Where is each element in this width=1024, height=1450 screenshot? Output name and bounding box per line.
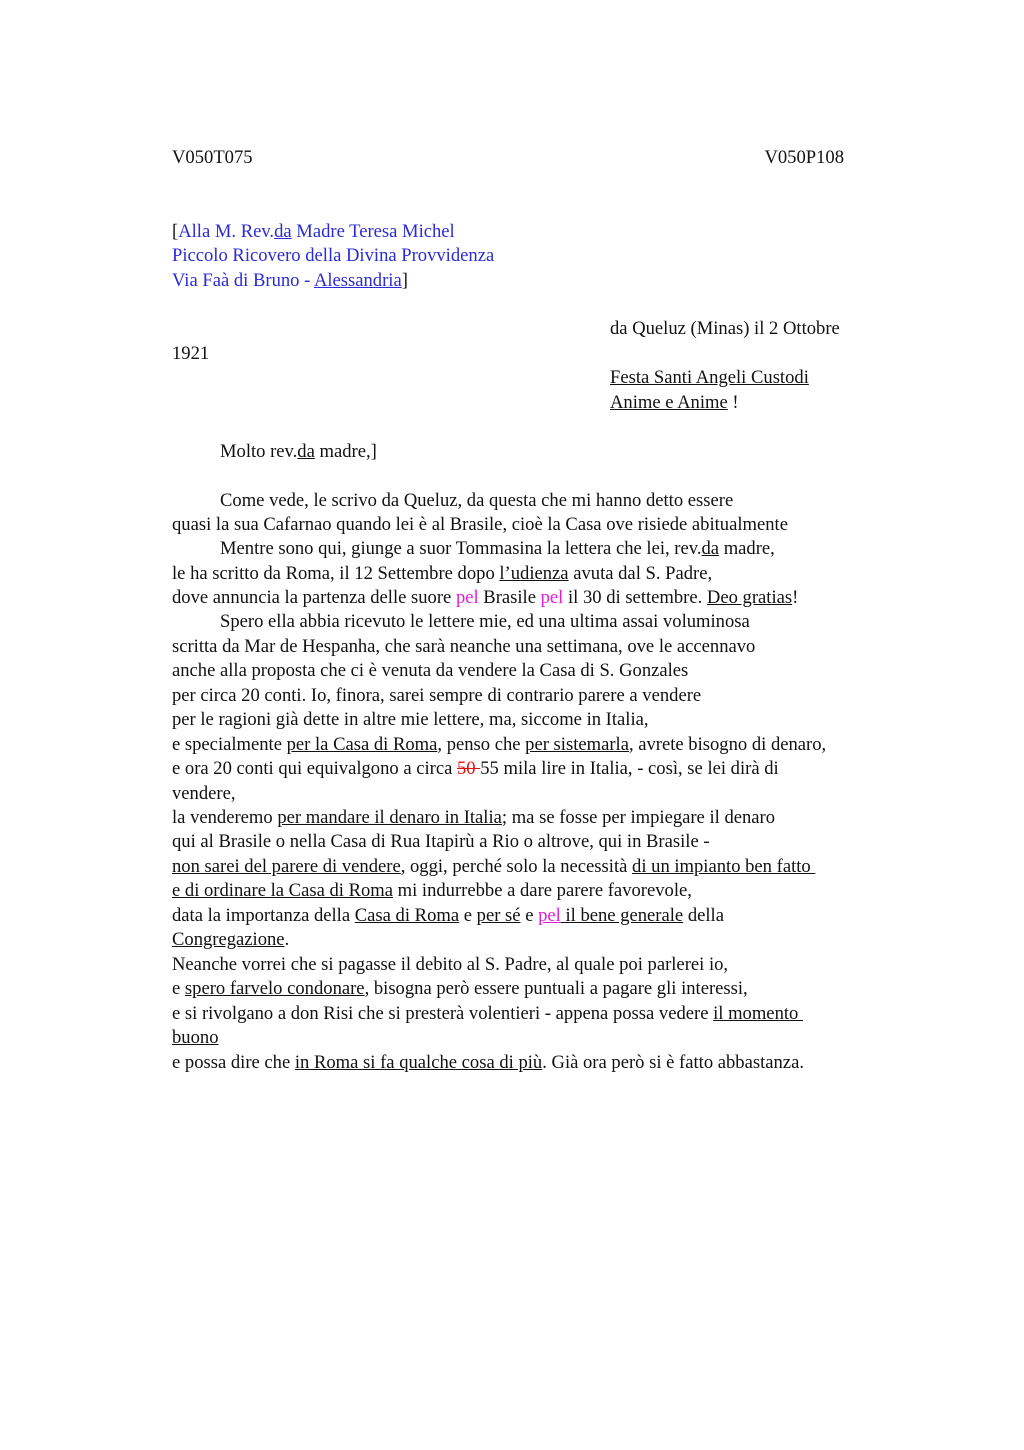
body-line-14: la venderemo per mandare il denaro in Italia; ma se fosse per impiegare il denaro [172, 807, 776, 828]
body-line-12: e ora 20 conti qui equivalgono a circa 50 55 mila lire in Italia, - così, se lei dirà di [172, 758, 779, 779]
code-left: V050T075 [172, 147, 253, 168]
body-line-17: e di ordinare la Casa di Roma mi indurrebbe a dare parere favorevole, [172, 880, 692, 901]
feast-line-2: Anime e Anime ! [610, 392, 739, 413]
body-line-13: vendere, [172, 783, 236, 804]
body-line-19: Congregazione. [172, 929, 290, 950]
body-line-21: e spero farvelo condonare, bisogna però essere puntuali a pagare gli interessi, [172, 978, 748, 999]
body-line-7: scritta da Mar de Hespanha, che sarà neanche una settimana, ove le accennavo [172, 636, 756, 657]
address-line-1: [Alla M. Rev.da Madre Teresa Michel [172, 221, 455, 242]
salutation: Molto rev.da madre,] [220, 441, 377, 462]
body-line-6: Spero ella abbia ricevuto le lettere mie, ed una ultima assai voluminosa [220, 611, 750, 632]
body-line-2: quasi la sua Cafarnao quando lei è al Brasile, cioè la Casa ove risiede abitualmente [172, 514, 788, 535]
body-line-1: Come vede, le scrivo da Queluz, da questa che mi hanno detto essere [220, 490, 734, 511]
address-line-2: Piccolo Ricovero della Divina Provvidenza [172, 245, 495, 266]
dateline-place: da Queluz (Minas) il 2 Ottobre [610, 318, 840, 339]
code-right: V050P108 [764, 147, 844, 168]
deleted-number: 50 [457, 758, 481, 779]
body-line-10: per le ragioni già dette in altre mie lettere, ma, siccome in Italia, [172, 709, 649, 730]
body-line-16: non sarei del parere di vendere, oggi, perché solo la necessità di un impianto ben fatto [172, 856, 816, 877]
body-line-20: Neanche vorrei che si pagasse il debito al S. Padre, al quale poi parlerei io, [172, 954, 729, 975]
body-line-3: Mentre sono qui, giunge a suor Tommasina la lettera che lei, rev.da madre, [220, 538, 775, 559]
body-line-5: dove annuncia la partenza delle suore pel Brasile pel il 30 di settembre. Deo gratias! [172, 587, 799, 608]
body-line-22: e si rivolgano a don Risi che si presterà volentieri - appena possa vedere il momento [172, 1003, 803, 1024]
body-line-18: data la importanza della Casa di Roma e per sé e pel il bene generale della [172, 905, 724, 926]
body-line-23: buono [172, 1027, 219, 1048]
body-line-15: qui al Brasile o nella Casa di Rua Itapirù a Rio o altrove, qui in Brasile - [172, 831, 710, 852]
body-line-4: le ha scritto da Roma, il 12 Settembre dopo l’udienza avuta dal S. Padre, [172, 563, 713, 584]
dateline-year: 1921 [172, 343, 210, 364]
body-line-8: anche alla proposta che ci è venuta da vendere la Casa di S. Gonzales [172, 660, 689, 681]
feast-line-1: Festa Santi Angeli Custodi [610, 367, 809, 388]
body-line-24: e possa dire che in Roma si fa qualche cosa di più. Già ora però si è fatto abbastanza. [172, 1052, 804, 1073]
body-line-11: e specialmente per la Casa di Roma, penso che per sistemarla, avrete bisogno di denaro, [172, 734, 827, 755]
address-line-3: Via Faà di Bruno - Alessandria] [172, 270, 408, 291]
body-line-9: per circa 20 conti. Io, finora, sarei sempre di contrario parere a vendere [172, 685, 702, 706]
